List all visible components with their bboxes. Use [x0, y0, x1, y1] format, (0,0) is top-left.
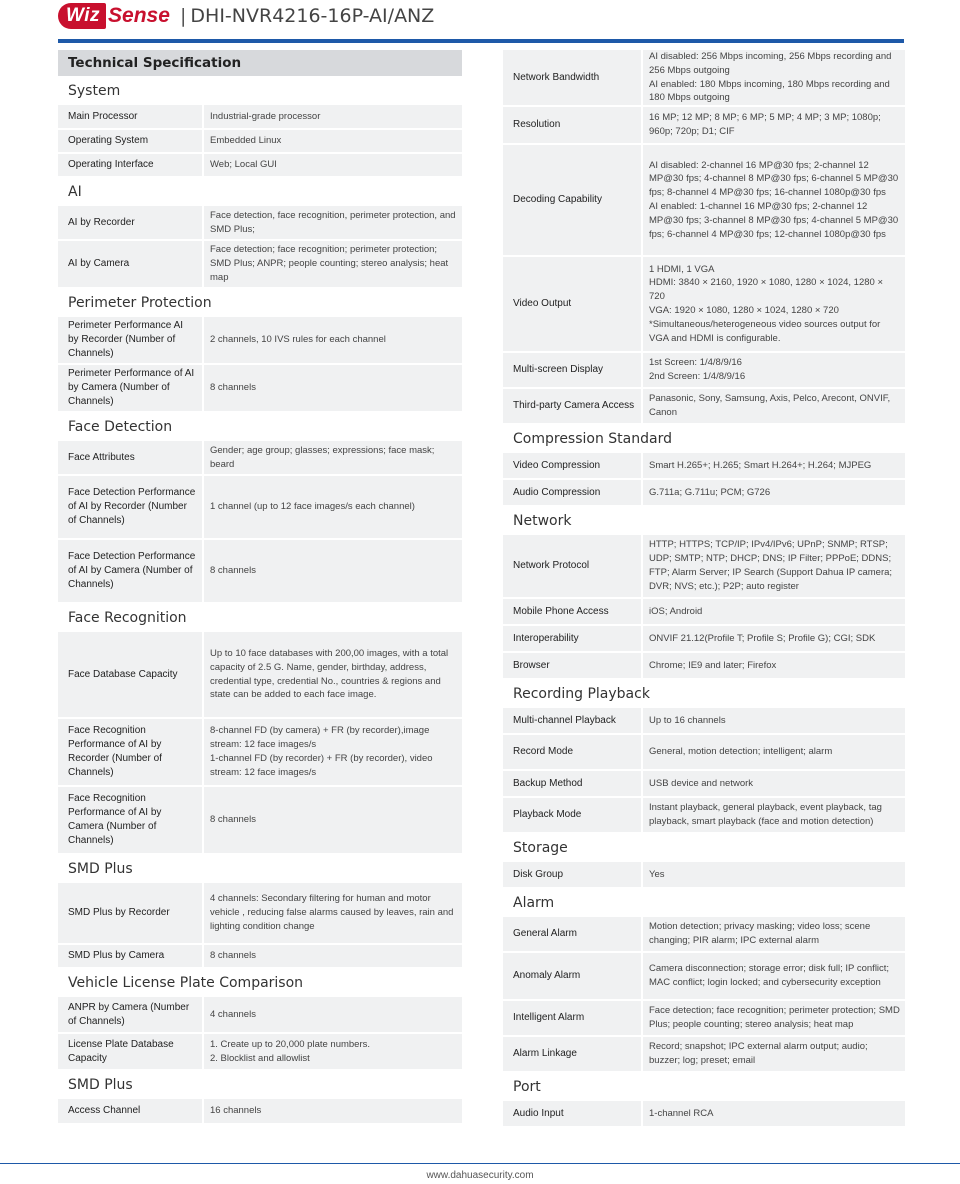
spec-row: [503, 1001, 905, 1035]
spec-label: Disk Group: [503, 862, 641, 887]
spec-row: [58, 540, 462, 602]
spec-row: [58, 365, 462, 411]
spec-value: 2 channels, 10 IVS rules for each channel: [204, 317, 462, 363]
logo-sense: Sense: [108, 4, 170, 27]
spec-label: Audio Compression: [503, 480, 641, 505]
left-column: [58, 50, 462, 1125]
spec-value: Gender; age group; glasses; expressions; face mask; beard: [204, 441, 462, 474]
spec-value: General, motion detection; intelligent; alarm: [643, 735, 905, 769]
section-heading: Alarm: [513, 895, 555, 911]
spec-value: Face detection; face recognition; perimeter protection; SMD Plus; people counting; stereo analysis; heat map: [643, 1001, 905, 1035]
spec-row: [58, 154, 462, 176]
spec-label: Intelligent Alarm: [503, 1001, 641, 1035]
spec-row: [503, 626, 905, 651]
spec-value: AI disabled: 2-channel 16 MP@30 fps; 2-channel 12 MP@30 fps; 4-channel 8 MP@30 fps; 6-channel 5 MP@30 fps; 8-channel 4 MP@30 fps; 16-channel 1080p@30 fps AI enabled: 1-channel 16 MP@30 fps; 2-channel 12 MP@30 fps; 3-channel 8 MP@30 fps; 4-channel 5 MP@30 fps; 6-channel 4 MP@30 fps; 12-channel 1080p@30 fps: [643, 145, 905, 255]
spec-row: [58, 997, 462, 1032]
spec-value: 4 channels: [204, 997, 462, 1032]
model-title: [180, 4, 434, 28]
spec-row: [503, 480, 905, 505]
spec-value: G.711a; G.711u; PCM; G726: [643, 480, 905, 505]
section-heading: Perimeter Protection: [68, 295, 212, 311]
spec-row: [503, 798, 905, 832]
logo-wiz: Wiz: [58, 3, 106, 29]
spec-row: [503, 145, 905, 255]
footer-url: www.dahuasecurity.com: [426, 1170, 534, 1181]
spec-value: Chrome; IE9 and later; Firefox: [643, 653, 905, 678]
section-heading: Face Recognition: [68, 610, 187, 626]
header-rule: [58, 39, 904, 43]
spec-label: Anomaly Alarm: [503, 953, 641, 999]
spec-row: [58, 130, 462, 152]
section-heading: Face Detection: [68, 419, 173, 435]
spec-value: 1-channel RCA: [643, 1101, 905, 1126]
wizsense-logo: [58, 3, 178, 29]
spec-label: Network Protocol: [503, 535, 641, 597]
spec-value: Web; Local GUI: [204, 154, 462, 176]
spec-label: Face Attributes: [58, 441, 202, 474]
spec-value: Smart H.265+; H.265; Smart H.264+; H.264; MJPEG: [643, 453, 905, 478]
spec-value: Face detection, face recognition, perimeter protection, and SMD Plus;: [204, 206, 462, 239]
spec-value: Record; snapshot; IPC external alarm output; audio; buzzer; log; preset; email: [643, 1037, 905, 1071]
spec-row: [58, 1099, 462, 1123]
spec-row: [503, 599, 905, 624]
spec-value: Face detection; face recognition; perimeter protection; SMD Plus; ANPR; people counting; stereo analysis; heat map: [204, 241, 462, 287]
spec-label: SMD Plus by Recorder: [58, 883, 202, 943]
section-heading: SMD Plus: [68, 1077, 133, 1093]
spec-row: [503, 735, 905, 769]
spec-row: [503, 862, 905, 887]
spec-value: 1. Create up to 20,000 plate numbers. 2. Blocklist and allowlist: [204, 1034, 462, 1069]
spec-label: Face Recognition Performance of AI by Camera (Number of Channels): [58, 787, 202, 853]
spec-label: AI by Camera: [58, 241, 202, 287]
spec-row: [503, 389, 905, 423]
spec-value: 8 channels: [204, 787, 462, 853]
spec-row: [503, 917, 905, 951]
spec-value: Yes: [643, 862, 905, 887]
spec-label: Face Database Capacity: [58, 632, 202, 717]
spec-row: [58, 632, 462, 717]
spec-row: [503, 107, 905, 143]
spec-label: Playback Mode: [503, 798, 641, 832]
spec-label: Video Compression: [503, 453, 641, 478]
spec-row: [58, 883, 462, 943]
spec-value: Up to 16 channels: [643, 708, 905, 733]
spec-value: 1st Screen: 1/4/8/9/16 2nd Screen: 1/4/8/9/16: [643, 353, 905, 387]
spec-row: [503, 953, 905, 999]
spec-label: Audio Input: [503, 1101, 641, 1126]
spec-label: AI by Recorder: [58, 206, 202, 239]
spec-value: ONVIF 21.12(Profile T; Profile S; Profile G); CGI; SDK: [643, 626, 905, 651]
spec-value: 1 channel (up to 12 face images/s each channel): [204, 476, 462, 538]
right-column: [503, 50, 905, 1128]
spec-value: HTTP; HTTPS; TCP/IP; IPv4/IPv6; UPnP; SNMP; RTSP; UDP; SMTP; NTP; DHCP; DNS; IP Filter; PPPoE; DDNS; FTP; Alarm Server; IP Search (Support Dahua IP camera; DVR; NVS; etc.); P2P; auto register: [643, 535, 905, 597]
spec-row: [58, 476, 462, 538]
spec-label: Perimeter Performance AI by Recorder (Number of Channels): [58, 317, 202, 363]
spec-row: [58, 317, 462, 363]
spec-label: Face Detection Performance of AI by Camera (Number of Channels): [58, 540, 202, 602]
spec-row: [503, 771, 905, 796]
spec-label: Resolution: [503, 107, 641, 143]
spec-label: Multi-screen Display: [503, 353, 641, 387]
section-heading: Compression Standard: [513, 431, 672, 447]
spec-value: Camera disconnection; storage error; disk full; IP conflict; MAC conflict; login locked; and cybersecurity exception: [643, 953, 905, 999]
spec-value: Instant playback, general playback, event playback, tag playback, smart playback (face and motion detection): [643, 798, 905, 832]
spec-label: Operating Interface: [58, 154, 202, 176]
spec-row: [58, 206, 462, 239]
spec-label: Main Processor: [58, 105, 202, 128]
spec-label: SMD Plus by Camera: [58, 945, 202, 967]
title-separator: |: [180, 5, 187, 27]
spec-label: Operating System: [58, 130, 202, 152]
spec-row: [503, 1101, 905, 1126]
spec-label: Face Detection Performance of AI by Recorder (Number of Channels): [58, 476, 202, 538]
spec-label: Backup Method: [503, 771, 641, 796]
spec-label: Third-party Camera Access: [503, 389, 641, 423]
spec-value: 16 channels: [204, 1099, 462, 1123]
spec-label: General Alarm: [503, 917, 641, 951]
spec-value: AI disabled: 256 Mbps incoming, 256 Mbps recording and 256 Mbps outgoing AI enabled: 180 Mbps incoming, 180 Mbps recording and 180 Mbps outgoing: [643, 50, 905, 105]
spec-label: Mobile Phone Access: [503, 599, 641, 624]
spec-row: [58, 787, 462, 853]
spec-label: Multi-channel Playback: [503, 708, 641, 733]
spec-value: 8 channels: [204, 365, 462, 411]
spec-row: [58, 1034, 462, 1069]
spec-value: 4 channels: Secondary filtering for human and motor vehicle , reducing false alarms caused by leaves, rain and lighting condition change: [204, 883, 462, 943]
spec-row: [58, 945, 462, 967]
section-heading: System: [68, 83, 121, 99]
section-heading: SMD Plus: [68, 861, 133, 877]
spec-row: [58, 719, 462, 785]
spec-value: 8 channels: [204, 945, 462, 967]
spec-label: Interoperability: [503, 626, 641, 651]
spec-label: License Plate Database Capacity: [58, 1034, 202, 1069]
spec-value: 8 channels: [204, 540, 462, 602]
spec-row: [503, 257, 905, 351]
left-column-body: [58, 77, 462, 1123]
spec-label: Record Mode: [503, 735, 641, 769]
spec-value: 8-channel FD (by camera) + FR (by recorder),image stream: 12 face images/s 1-channel FD (by recorder) + FR (by recorder), video stream: 12 face images/s: [204, 719, 462, 785]
spec-value: 1 HDMI, 1 VGA HDMI: 3840 × 2160, 1920 × 1080, 1280 × 1024, 1280 × 720 VGA: 1920 × 1080, 1280 × 1024, 1280 × 720 *Simultaneous/heterogeneous video sources output for VGA and HDMI is configurable.: [643, 257, 905, 351]
section-heading: Vehicle License Plate Comparison: [68, 975, 304, 991]
spec-label: Face Recognition Performance of AI by Recorder (Number of Channels): [58, 719, 202, 785]
spec-title: Technical Specification: [58, 50, 462, 76]
section-heading: Recording Playback: [513, 686, 650, 702]
spec-value: Embedded Linux: [204, 130, 462, 152]
spec-label: Decoding Capability: [503, 145, 641, 255]
section-heading: Storage: [513, 840, 568, 856]
spec-row: [503, 1037, 905, 1071]
spec-label: ANPR by Camera (Number of Channels): [58, 997, 202, 1032]
spec-row: [503, 653, 905, 678]
spec-value: USB device and network: [643, 771, 905, 796]
section-heading: Port: [513, 1079, 541, 1095]
spec-label: Browser: [503, 653, 641, 678]
spec-row: [503, 535, 905, 597]
model-number: DHI-NVR4216-16P-AI/ANZ: [190, 5, 435, 27]
spec-row: [58, 241, 462, 287]
spec-value: Industrial-grade processor: [204, 105, 462, 128]
spec-row: [503, 50, 905, 105]
spec-label: Video Output: [503, 257, 641, 351]
spec-value: iOS; Android: [643, 599, 905, 624]
page-header: [0, 0, 960, 44]
spec-label: Alarm Linkage: [503, 1037, 641, 1071]
spec-row: [58, 441, 462, 474]
spec-row: [503, 708, 905, 733]
spec-label: Network Bandwidth: [503, 50, 641, 105]
spec-label: Perimeter Performance of AI by Camera (Number of Channels): [58, 365, 202, 411]
spec-value: 16 MP; 12 MP; 8 MP; 6 MP; 5 MP; 4 MP; 3 MP; 1080p; 960p; 720p; D1; CIF: [643, 107, 905, 143]
spec-label: Access Channel: [58, 1099, 202, 1123]
spec-value: Panasonic, Sony, Samsung, Axis, Pelco, Arecont, ONVIF, Canon: [643, 389, 905, 423]
section-heading: Network: [513, 513, 572, 529]
footer-rule: [0, 1163, 960, 1164]
right-column-body: [503, 50, 905, 1126]
spec-value: Up to 10 face databases with 200,00 images, with a total capacity of 2.5 G. Name, gender, birthday, address, credential type, credential No., countries & regions and state can be added to each face image.: [204, 632, 462, 717]
spec-row: [503, 353, 905, 387]
spec-row: [58, 105, 462, 128]
spec-row: [503, 453, 905, 478]
section-heading: AI: [68, 184, 82, 200]
spec-value: Motion detection; privacy masking; video loss; scene changing; PIR alarm; IPC external alarm: [643, 917, 905, 951]
